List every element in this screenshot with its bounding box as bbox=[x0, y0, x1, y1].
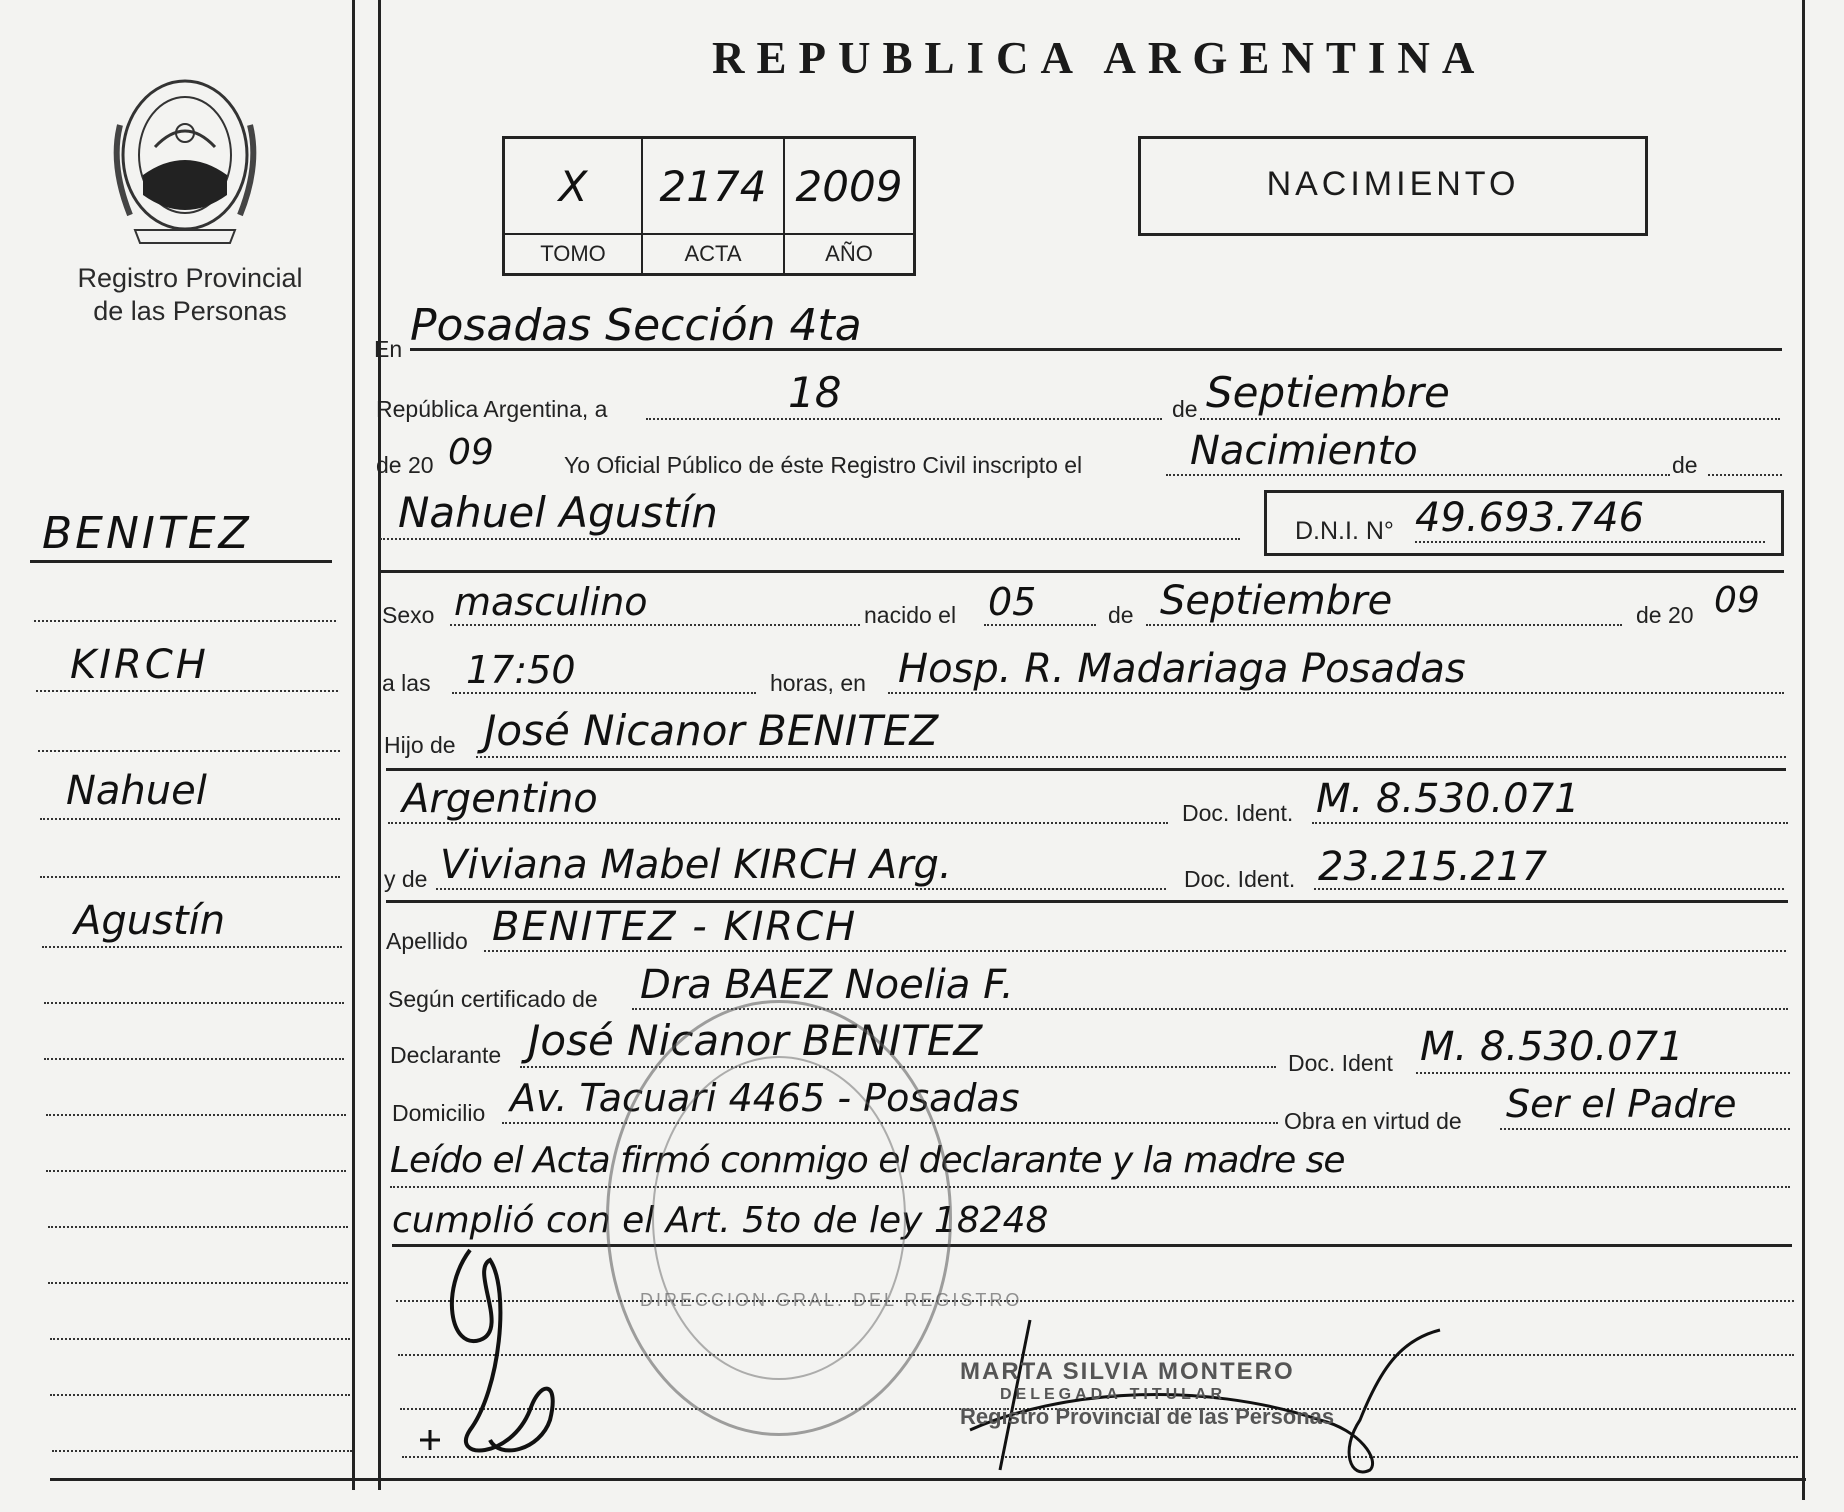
margin-dot-9 bbox=[44, 1058, 344, 1060]
right-border bbox=[1802, 0, 1805, 1500]
row5-dot-b bbox=[984, 624, 1096, 626]
value-dia-inscripcion: 18 bbox=[788, 368, 842, 417]
label-doc-ident1: Doc. Ident. bbox=[1182, 800, 1294, 826]
margin-dot-6 bbox=[40, 876, 340, 878]
row16-dot bbox=[396, 1300, 1794, 1302]
margin-dot-12 bbox=[48, 1226, 348, 1228]
value-sexo: masculino bbox=[454, 580, 648, 624]
label-de-mes: de bbox=[1108, 602, 1134, 628]
value-lugar: Posadas Sección 4ta bbox=[410, 300, 862, 351]
tomo-value: X bbox=[505, 139, 643, 235]
value-mes-inscripcion: Septiembre bbox=[1206, 368, 1450, 417]
tomo-label: TOMO bbox=[505, 235, 643, 273]
label-nacido: nacido el bbox=[864, 602, 957, 628]
label-segun: Según certificado de bbox=[388, 986, 598, 1012]
row2-dot-a bbox=[646, 418, 1162, 420]
label-a-las: a las bbox=[382, 670, 431, 696]
margin-line-1 bbox=[30, 560, 332, 563]
margin-dot-3 bbox=[36, 690, 338, 692]
label-doc-ident2: Doc. Ident. bbox=[1184, 866, 1296, 892]
row5-dot-c bbox=[1146, 624, 1622, 626]
label-doc-ident3: Doc. Ident bbox=[1288, 1050, 1393, 1076]
margin-dot-8 bbox=[44, 1002, 344, 1004]
value-doc-padre: M. 8.530.071 bbox=[1316, 776, 1580, 822]
value-dia-nac: 05 bbox=[988, 580, 1037, 624]
left-divider bbox=[352, 0, 355, 1490]
bottom-border bbox=[50, 1478, 1806, 1481]
registrar-title: DELEGADA TITULAR bbox=[1000, 1386, 1227, 1403]
margin-dot-14 bbox=[50, 1338, 350, 1340]
value-medico: Dra BAEZ Noelia F. bbox=[640, 962, 1014, 1008]
anio-value: 2009 bbox=[785, 139, 913, 235]
left-divider-inner bbox=[378, 0, 381, 1490]
margin-dot-16 bbox=[52, 1450, 352, 1452]
value-declarante: José Nicanor BENITEZ bbox=[528, 1016, 983, 1065]
label-dni: D.N.I. N° bbox=[1295, 517, 1394, 545]
acta-label: ACTA bbox=[643, 235, 785, 273]
value-obra: Ser el Padre bbox=[1506, 1082, 1737, 1126]
dni-dot bbox=[1415, 541, 1765, 543]
value-nota1: Leído el Acta firmó conmigo el declarante y la madre se bbox=[390, 1140, 1345, 1181]
row9-line bbox=[386, 900, 1788, 903]
row6-dot-a bbox=[452, 692, 756, 694]
row4-dot bbox=[380, 538, 1240, 540]
label-en: En bbox=[374, 336, 403, 362]
row9-dot-b bbox=[1314, 888, 1784, 890]
label-declarante: Declarante bbox=[390, 1042, 502, 1068]
row7-line bbox=[386, 768, 1786, 771]
row8-dot-a bbox=[388, 822, 1168, 824]
margin-nombre2: Agustín bbox=[74, 898, 226, 944]
provincia-misiones-seal-icon bbox=[100, 55, 270, 245]
margin-apellido2: KIRCH bbox=[70, 642, 209, 688]
row10-dot bbox=[484, 950, 1786, 952]
row15-line bbox=[392, 1244, 1792, 1247]
margin-dot-11 bbox=[46, 1170, 346, 1172]
label-de: de bbox=[1172, 396, 1198, 422]
label-de-end: de bbox=[1672, 452, 1698, 478]
value-dni: 49.693.746 bbox=[1415, 495, 1645, 541]
value-lugar-nac: Hosp. R. Madariaga Posadas bbox=[898, 646, 1466, 692]
row4-line bbox=[380, 570, 1784, 573]
margin-dot-15 bbox=[50, 1394, 350, 1396]
label-sexo: Sexo bbox=[382, 602, 435, 628]
record-type-box: NACIMIENTO bbox=[1138, 136, 1648, 236]
registrar-stamp bbox=[960, 1358, 1334, 1430]
value-nombre: Nahuel Agustín bbox=[398, 488, 718, 537]
value-padre: José Nicanor BENITEZ bbox=[484, 706, 939, 755]
row14-dot bbox=[390, 1186, 1790, 1188]
row8-dot-b bbox=[1312, 822, 1788, 824]
registry-line1: Registro Provincial bbox=[77, 263, 303, 293]
label-apellido: Apellido bbox=[386, 928, 468, 954]
label-de20b: de 20 bbox=[1636, 602, 1694, 628]
row3-dot-end bbox=[1708, 474, 1782, 476]
registry-line2: de las Personas bbox=[93, 296, 287, 326]
margin-dot-2 bbox=[34, 620, 336, 622]
margin-dot-4 bbox=[38, 750, 340, 752]
official-seal-inner bbox=[652, 1056, 906, 1380]
label-hijo-de: Hijo de bbox=[384, 732, 456, 758]
label-y-de: y de bbox=[384, 866, 428, 892]
declarant-signature-icon bbox=[410, 1230, 600, 1470]
value-inscripto: Nacimiento bbox=[1190, 428, 1418, 474]
row3-dot bbox=[1166, 474, 1670, 476]
row9-dot-a bbox=[436, 888, 1166, 890]
value-madre: Viviana Mabel KIRCH Arg. bbox=[440, 842, 952, 888]
row13-dot-b bbox=[1500, 1128, 1790, 1130]
registrar-name: MARTA SILVIA MONTERO bbox=[960, 1358, 1295, 1385]
label-domicilio: Domicilio bbox=[392, 1100, 486, 1126]
seal-text: DIRECCION GRAL. DEL REGISTRO bbox=[640, 1290, 1023, 1310]
row1-line bbox=[410, 348, 1782, 351]
row12-dot-b bbox=[1416, 1072, 1790, 1074]
margin-dot-10 bbox=[46, 1114, 346, 1116]
margin-dot-5 bbox=[40, 818, 340, 820]
value-doc-declarante: M. 8.530.071 bbox=[1420, 1024, 1684, 1070]
value-domicilio: Av. Tacuari 4465 - Posadas bbox=[510, 1076, 1020, 1120]
page-title: REPUBLICA ARGENTINA bbox=[712, 33, 1487, 83]
acta-value: 2174 bbox=[643, 139, 785, 235]
margin-nombre1: Nahuel bbox=[66, 768, 207, 814]
value-doc-madre: 23.215.217 bbox=[1318, 844, 1548, 890]
row5-dot-a bbox=[450, 624, 860, 626]
value-nota2: cumplió con el Art. 5to de ley 18248 bbox=[392, 1200, 1049, 1241]
value-apellido: BENITEZ - KIRCH bbox=[492, 904, 858, 950]
row7-dot bbox=[476, 756, 1786, 758]
label-republica: República Argentina, a bbox=[376, 396, 608, 422]
value-hora: 17:50 bbox=[466, 648, 576, 692]
anio-label: AÑO bbox=[825, 241, 873, 266]
margin-dot-7 bbox=[42, 946, 342, 948]
value-anio-inscripcion: 09 bbox=[448, 432, 494, 473]
label-obra: Obra en virtud de bbox=[1284, 1108, 1462, 1134]
label-de20: de 20 bbox=[376, 452, 434, 478]
margin-apellido1: BENITEZ bbox=[42, 508, 252, 559]
label-yo-oficial: Yo Oficial Público de éste Registro Civil inscripto el bbox=[564, 452, 1083, 478]
value-nacionalidad-padre: Argentino bbox=[402, 776, 598, 822]
value-mes-nac: Septiembre bbox=[1160, 578, 1393, 624]
dni-box bbox=[1264, 490, 1784, 556]
registrar-org: Registro Provincial de las Personas bbox=[960, 1404, 1335, 1429]
row2-dot-b bbox=[1200, 418, 1780, 420]
margin-dot-13 bbox=[48, 1282, 348, 1284]
record-number-box bbox=[502, 136, 916, 276]
registry-name bbox=[40, 262, 340, 328]
value-anio-nac: 09 bbox=[1714, 580, 1760, 621]
row6-dot-b bbox=[888, 692, 1784, 694]
label-horas-en: horas, en bbox=[770, 670, 866, 696]
